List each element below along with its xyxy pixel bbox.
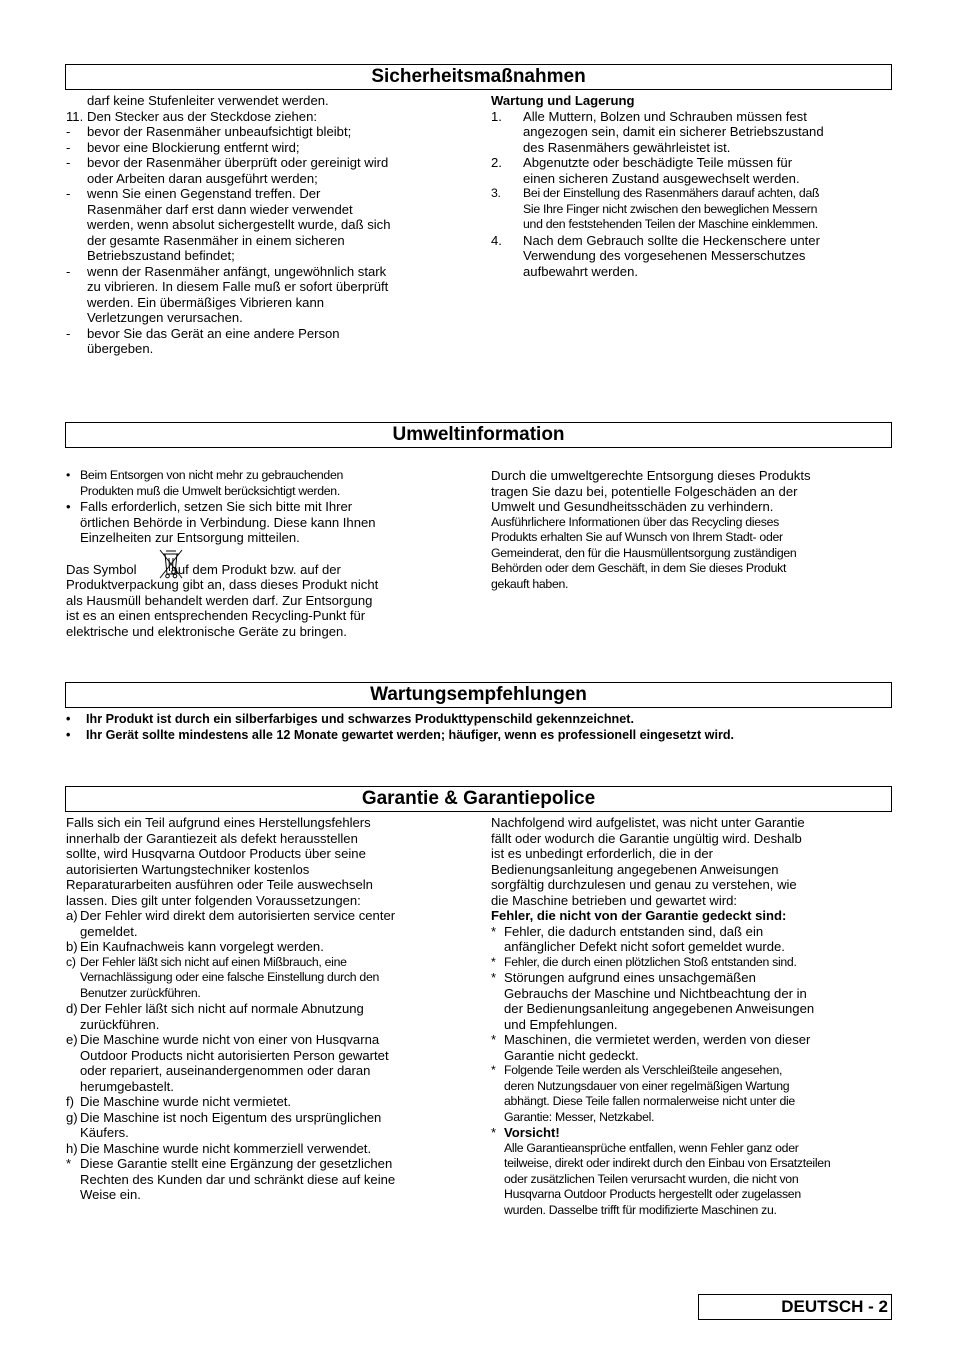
maintenance-bullet — [66, 711, 892, 727]
list-item-text: Die Maschine wurde nicht kommerziell verwendet. — [80, 1140, 372, 1156]
environment-bullet — [66, 468, 466, 499]
text-line: Falls sich ein Teil aufgrund eines Herstellungsfehlers — [66, 815, 371, 830]
list-item-text: Rechten des Kunden dar und schränkt diese auf keine — [80, 1171, 396, 1187]
list-item-text: Einzelheiten zur Entsorgung mitteilen. — [80, 530, 300, 545]
maintenance-storage-item — [491, 155, 891, 186]
list-item-text: bevor eine Blockierung entfernt wird; — [87, 139, 300, 155]
environment-left-column — [66, 468, 466, 639]
list-item-text: werden, wenn absolut sichergestellt wurde, daß sich — [87, 217, 391, 232]
list-marker: - — [66, 263, 71, 279]
caution-line: teilweise, direkt oder indirekt durch den Einbau von Ersatzteilen — [504, 1156, 831, 1170]
list-item-text: abhängt. Diese Teile fallen normalerweise nicht unter die — [504, 1094, 795, 1108]
list-marker: • — [66, 499, 71, 514]
text-line: Behörden oder dem Geschäft, in dem Sie dieses Produkt — [491, 561, 787, 575]
list-item-text: örtlichen Behörde in Verbindung. Diese kann Ihnen — [80, 514, 376, 530]
list-item-text: Falls erforderlich, setzen Sie sich bitte mit Ihrer — [80, 499, 353, 514]
text-line: sollte, wird Husqvarna Outdoor Products über seine — [66, 846, 366, 861]
warranty-condition — [66, 1141, 466, 1157]
text-line: Bedienungsanleitung angegebenen Anweisungen — [491, 861, 779, 877]
caution-line: oder zusätzlichen Teilen verursacht wurden, die nicht von — [504, 1171, 799, 1186]
text-line: Ausführlichere Informationen über das Recycling dieses — [491, 514, 779, 529]
list-item-text: gemeldet. — [80, 923, 138, 939]
text-line: innerhalb der Garantiezeit als defekt herausstellen — [66, 830, 358, 846]
text-line: Produkts erhalten Sie auf Wunsch von Ihrem Stadt- oder — [491, 530, 783, 544]
list-item-text: oder Arbeiten daran ausgeführt werden; — [87, 170, 318, 186]
list-item-text: bevor der Rasenmäher überprüft oder gereinigt wird — [87, 155, 389, 170]
bullet-icon: • — [66, 728, 71, 742]
list-item-text: darf keine Stufenleiter verwendet werden. — [87, 93, 329, 108]
list-item-text: Der Fehler läßt sich nicht auf einen Mißbrauch, eine — [80, 954, 347, 969]
list-item-text: Rasenmäher darf erst dann wieder verwendet — [87, 201, 353, 217]
caution-marker: * — [491, 1125, 497, 1140]
list-item-text: Fehler, die dadurch entstanden sind, daß ein — [504, 923, 764, 939]
list-item-text: bevor der Rasenmäher unbeaufsichtigt bleibt; — [87, 124, 352, 139]
list-item-text: herumgebastelt. — [80, 1078, 174, 1094]
list-item-text: Nach dem Gebrauch sollte die Heckenschere unter — [523, 232, 820, 248]
caution-row — [491, 1125, 891, 1141]
bullet-icon: • — [66, 712, 71, 726]
list-item-text: Die Maschine wurde nicht vermietet. — [80, 1094, 292, 1109]
safety-list-item — [66, 186, 466, 264]
maintenance-bullets — [66, 711, 892, 743]
list-item-text: der Bedienungsanleitung angegebenen Anweisungen — [504, 1001, 815, 1016]
section-title-environment: Umweltinformation — [65, 422, 892, 448]
safety-list-item — [66, 109, 466, 125]
list-marker: * — [66, 1156, 72, 1171]
list-marker: 11. — [66, 108, 84, 124]
list-item-text: Den Stecker aus der Steckdose ziehen: — [87, 108, 317, 124]
list-item-text: zu vibrieren. In diesem Falle muß er sofort überprüft — [87, 279, 389, 294]
list-item-text: deren Nutzungsdauer von einer regelmäßigen Wartung — [504, 1078, 790, 1093]
list-item-text: Die Maschine wurde nicht von einer von Husqvarna — [80, 1032, 380, 1047]
warranty-exclusion — [491, 970, 891, 1032]
list-item-text: übergeben. — [87, 341, 154, 356]
safety-list-item — [66, 264, 466, 326]
list-marker: - — [66, 155, 71, 170]
list-item-text: Garantie nicht gedeckt. — [504, 1047, 639, 1063]
list-item-text: Betriebszustand befindet; — [87, 248, 235, 263]
list-item-text: Diese Garantie stellt eine Ergänzung der gesetzlichen — [80, 1156, 393, 1171]
list-marker: a) — [66, 908, 78, 923]
page-number-label: DEUTSCH - 2 — [698, 1294, 892, 1320]
list-item-text: der gesamte Rasenmäher in einem sicheren — [87, 232, 345, 248]
list-marker: 2. — [491, 155, 502, 170]
list-marker: e) — [66, 1032, 78, 1047]
safety-list-item — [66, 155, 466, 186]
text-line: Umwelt und Gesundheitsschäden zu verhindern. — [491, 499, 774, 514]
list-marker: d) — [66, 1001, 78, 1016]
list-item-text: Verwendung des vorgesehenen Messerschutzes — [523, 248, 806, 263]
list-item-text: Der Fehler wird direkt dem autorisierten service center — [80, 908, 396, 923]
environment-bullet — [66, 499, 466, 546]
text-line: Gemeinderat, den für die Hausmüllentsorgung zuständigen — [491, 545, 797, 560]
warranty-exclusion — [491, 955, 891, 971]
list-item-text: werden. Ein übermäßiges Vibrieren kann — [87, 294, 325, 310]
list-item-text: angezogen sein, damit ein sicherer Betriebszustand — [523, 124, 824, 139]
section-title-safety: Sicherheitsmaßnahmen — [65, 64, 892, 90]
list-item-text: anfänglicher Defekt nicht sofort gemeldet wurde. — [504, 939, 785, 954]
list-item-text: Sie Ihre Finger nicht zwischen den beweglichen Messern — [523, 201, 818, 216]
list-marker: * — [491, 970, 497, 985]
list-item-text: und Empfehlungen. — [504, 1016, 618, 1032]
list-item-text: Folgende Teile werden als Verschleißteile angesehen, — [504, 1063, 783, 1077]
safety-list-item — [66, 326, 466, 357]
text-line: Reparaturarbeiten ausführen oder Teile auswechseln — [66, 877, 373, 892]
environment-bullets — [66, 468, 466, 546]
caution-text — [491, 1141, 891, 1219]
list-marker: g) — [66, 1109, 78, 1125]
list-item-text: Vernachlässigung oder eine falsche Einstellung durch den — [80, 970, 380, 984]
list-item-text: Störungen aufgrund eines unsachgemäßen — [504, 970, 756, 985]
list-item-text: Outdoor Products nicht autorisierten Person gewartet — [80, 1047, 389, 1063]
maintenance-bullet-text: Ihr Produkt ist durch ein silberfarbiges und schwarzes Produkttypenschild gekennzeichnet. — [86, 712, 634, 726]
list-marker: 3. — [491, 186, 501, 200]
list-item-text: Die Maschine ist noch Eigentum des ursprünglichen — [80, 1109, 382, 1125]
list-item-text: Abgenutzte oder beschädigte Teile müssen für — [523, 155, 793, 170]
text-line: sorgfältig durchzulesen und genau zu verstehen, wie — [491, 877, 797, 892]
text-line: Produktverpackung gibt an, dass dieses Produkt nicht — [66, 577, 379, 592]
maintenance-storage-list — [491, 109, 891, 280]
list-marker: - — [66, 325, 71, 341]
list-marker: 1. — [491, 108, 502, 124]
maintenance-storage-heading: Wartung und Lagerung — [491, 93, 635, 108]
list-item-text: aufbewahrt werden. — [523, 263, 639, 279]
maintenance-storage-item — [491, 233, 891, 280]
list-item-text: bevor Sie das Gerät an eine andere Person — [87, 325, 340, 341]
list-marker: * — [491, 1032, 497, 1047]
list-item-text: wenn Sie einen Gegenstand treffen. Der — [87, 186, 321, 201]
maintenance-storage-item — [491, 186, 891, 233]
crossed-out-wheeled-bin-icon — [157, 548, 185, 580]
list-item-text: oder repariert, auseinandergenommen oder daran — [80, 1063, 371, 1078]
symbol-text-pre: Das Symbol — [66, 561, 137, 577]
list-item-text: Käufers. — [80, 1125, 129, 1140]
text-line: als Hausmüll behandelt werden darf. Zur Entsorgung — [66, 592, 373, 608]
maintenance-storage-item — [491, 109, 891, 156]
list-marker: f) — [66, 1094, 74, 1109]
list-item-text: Gebrauchs der Maschine und Nichtbeachtung der in — [504, 985, 807, 1001]
warranty-exclusion — [491, 1032, 891, 1063]
safety-list-item — [66, 140, 466, 156]
symbol-text-post: auf dem Produkt bzw. auf der — [170, 561, 341, 577]
environment-right-text — [491, 468, 891, 515]
warranty-exclusion — [491, 1063, 891, 1125]
list-marker: c) — [66, 954, 76, 969]
text-line: elektrische und elektronische Geräte zu bringen. — [66, 623, 347, 639]
warranty-exclusions-intro — [491, 815, 891, 908]
list-marker: * — [491, 1063, 496, 1077]
list-marker: - — [66, 124, 71, 139]
list-item-text: Maschinen, die vermietet werden, werden von dieser — [504, 1032, 811, 1047]
list-item-text: und den feststehenden Teilen der Maschine einklemmen. — [523, 217, 818, 231]
list-item-text: Fehler, die durch einen plötzlichen Stoß entstanden sind. — [504, 954, 797, 969]
warranty-right-column — [491, 815, 891, 1218]
text-line: lassen. Dies gilt unter folgenden Voraussetzungen: — [66, 892, 361, 908]
text-line: Durch die umweltgerechte Entsorgung dieses Produkts — [491, 468, 811, 483]
warranty-left-column — [66, 815, 466, 1203]
list-marker: - — [66, 186, 71, 201]
text-line: ist es an einen entsprechenden Recycling-Punkt für — [66, 608, 366, 623]
warranty-conditions-intro — [66, 815, 466, 908]
list-item-text: Weise ein. — [80, 1187, 141, 1202]
list-item-text: Benutzer zurückführen. — [80, 985, 201, 1000]
section-title-maintenance: Wartungsempfehlungen — [65, 682, 892, 708]
maintenance-bullet — [66, 727, 892, 743]
text-line: autorisierten Wartungstechniker kostenlos — [66, 861, 310, 877]
list-item-text: des Rasenmähers gewährleistet ist. — [523, 139, 731, 155]
safety-list-item — [66, 93, 466, 109]
section-title-warranty: Garantie & Garantiepolice — [65, 786, 892, 812]
symbol-sentence — [66, 562, 466, 578]
warranty-condition — [66, 955, 466, 1002]
list-item-text: einen sicheren Zustand ausgewechselt werden. — [523, 170, 800, 186]
warranty-condition — [66, 1001, 466, 1032]
list-item-text: Alle Muttern, Bolzen und Schrauben müssen fest — [523, 108, 807, 124]
warranty-exclusion — [491, 924, 891, 955]
caution-line: wurden. Dasselbe trifft für modifizierte Maschinen zu. — [504, 1202, 777, 1217]
list-item-text: zurückführen. — [80, 1016, 160, 1032]
caution-label: Vorsicht! — [504, 1125, 560, 1140]
warranty-condition — [66, 908, 466, 939]
warranty-condition — [66, 1094, 466, 1110]
list-marker: - — [66, 139, 71, 155]
list-item-text: Verletzungen verursachen. — [87, 310, 243, 325]
list-item-text: Ein Kaufnachweis kann vorgelegt werden. — [80, 939, 324, 954]
list-marker: * — [491, 923, 497, 939]
safety-right-column — [491, 93, 891, 279]
warranty-condition — [66, 1110, 466, 1141]
maintenance-bullet-text: Ihr Gerät sollte mindestens alle 12 Monate gewartet werden; häufiger, wenn es professionell eingesetzt wird. — [86, 728, 735, 742]
list-item-text: wenn der Rasenmäher anfängt, ungewöhnlich stark — [87, 263, 387, 279]
text-line: ist es unbedingt erforderlich, die in der — [491, 846, 713, 861]
list-item-text: Produkten muß die Umwelt berücksichtigt werden. — [80, 483, 340, 498]
list-marker: • — [66, 468, 71, 482]
caution-line: Husqvarna Outdoor Products hergestellt oder zugelassen — [504, 1187, 801, 1201]
text-line: tragen Sie dazu bei, potentielle Folgeschäden an der — [491, 483, 798, 499]
list-marker: 4. — [491, 232, 502, 248]
list-marker: h) — [66, 1140, 78, 1156]
caution-line: Alle Garantieansprüche entfallen, wenn Fehler ganz oder — [504, 1140, 799, 1155]
safety-list-item — [66, 124, 466, 140]
warranty-conditions-list — [66, 908, 466, 1203]
text-line: gekauft haben. — [491, 576, 569, 591]
safety-left-column — [66, 93, 466, 357]
environment-right-small-text — [491, 515, 891, 593]
text-line: die Maschine betrieben und gewartet wird: — [491, 892, 738, 908]
warranty-condition — [66, 1156, 466, 1203]
warranty-condition — [66, 939, 466, 955]
list-marker: * — [491, 954, 496, 969]
environment-right-column — [491, 468, 891, 592]
warranty-exclusions-list — [491, 924, 891, 1126]
list-item-text: Garantie: Messer, Netzkabel. — [504, 1109, 655, 1124]
text-line: fällt oder wodurch die Garantie ungültig wird. Deshalb — [491, 830, 802, 846]
list-item-text: Beim Entsorgen von nicht mehr zu gebrauchenden — [80, 468, 344, 482]
list-item-text: Der Fehler läßt sich nicht auf normale Abnutzung — [80, 1001, 364, 1016]
list-marker: b) — [66, 939, 78, 954]
list-item-text: Bei der Einstellung des Rasenmähers darauf achten, daß — [523, 186, 820, 200]
warranty-exclusions-heading: Fehler, die nicht von der Garantie gedeckt sind: — [491, 908, 787, 923]
symbol-sentence-continued — [66, 577, 466, 639]
warranty-condition — [66, 1032, 466, 1094]
text-line: Nachfolgend wird aufgelistet, was nicht unter Garantie — [491, 815, 805, 830]
